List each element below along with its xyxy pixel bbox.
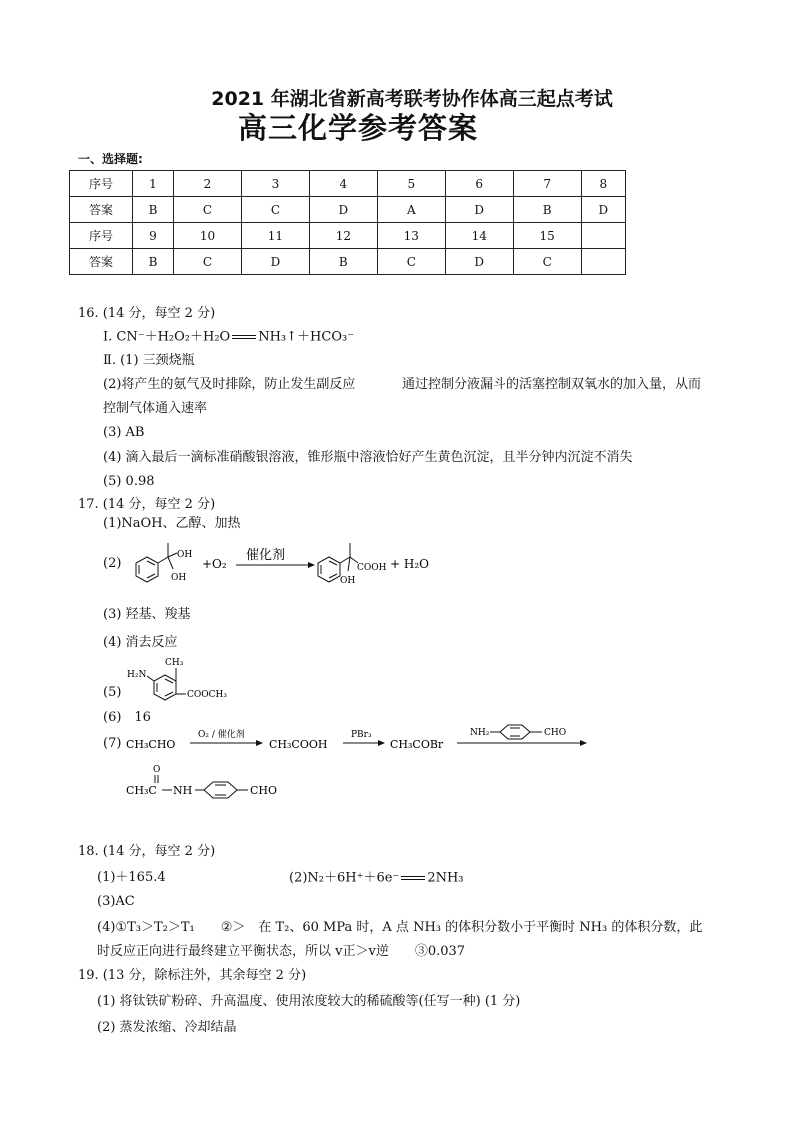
q17-part3: (3) 羟基、羧基 — [103, 607, 191, 622]
q17-part7-label: (7) — [103, 736, 122, 751]
table-cell: 8 — [581, 171, 625, 197]
condition-pbr3: PBr₃ — [351, 730, 372, 740]
table-cell: B — [133, 249, 174, 275]
table-cell: 14 — [445, 223, 513, 249]
q16-part2-2a: (2)将产生的氨气及时排除，防止发生副反应 — [103, 377, 356, 392]
cooh-label: COOH — [357, 563, 387, 573]
q16-header: 16. (14 分，每空 2 分) — [78, 306, 216, 321]
q19-header: 19. (13 分，除标注外，其余每空 2 分) — [78, 968, 307, 983]
q16-part2-5: (5) 0.98 — [103, 474, 155, 489]
table-cell: 13 — [377, 223, 445, 249]
oh-label: OH — [171, 573, 187, 583]
cooch3-label: COOCH₃ — [187, 690, 227, 700]
table-row — [70, 249, 626, 275]
q16-eq-right: NH₃↑＋HCO₃⁻ — [258, 329, 355, 345]
benzene-ring-icon — [318, 557, 340, 582]
q18-part1: (1)＋165.4 — [97, 870, 166, 885]
table-cell: 6 — [445, 171, 513, 197]
table-cell: 12 — [309, 223, 377, 249]
table-cell: 10 — [174, 223, 242, 249]
catalyst-label: 催化剂 — [246, 548, 286, 563]
table-cell: 9 — [133, 223, 174, 249]
table-cell: D — [445, 249, 513, 275]
q16-part2-2c: 控制气体通入速率 — [103, 401, 208, 416]
table-cell: 序号 — [70, 171, 133, 197]
ch3-label: CH₃ — [165, 658, 184, 668]
table-cell: D — [309, 197, 377, 223]
table-cell: C — [513, 249, 581, 275]
section-heading-choice: 一、选择题: — [78, 152, 143, 166]
table-row — [70, 223, 626, 249]
oh-label: OH — [177, 550, 193, 560]
ch3cooh-label: CH₃COOH — [269, 738, 328, 751]
table-cell: B — [133, 197, 174, 223]
table-cell: A — [377, 197, 445, 223]
table-cell: 7 — [513, 171, 581, 197]
q18-eq-left: (2)N₂＋6H⁺＋6e⁻ — [289, 870, 400, 886]
double-line-equals-icon — [232, 329, 256, 345]
nh2-label: NH₂ — [470, 728, 490, 738]
benzene-ring-icon — [204, 782, 237, 798]
q18-eq-right: 2NH₃ — [427, 870, 464, 886]
ch3cho-label: CH₃CHO — [126, 738, 176, 751]
q17-synthesis-route — [124, 720, 594, 808]
table-cell: 4 — [309, 171, 377, 197]
q16-eq-left: CN⁻＋H₂O₂＋H₂O — [116, 329, 231, 345]
q19-part1: (1) 将钛铁矿粉碎、升高温度、使用浓度较大的稀硫酸等(任写一种) (1 分) — [97, 994, 521, 1009]
table-cell — [581, 249, 625, 275]
q18-header: 18. (14 分，每空 2 分) — [78, 844, 216, 859]
q19-part2: (2) 蒸发浓缩、冷却结晶 — [97, 1020, 237, 1035]
table-cell: D — [445, 197, 513, 223]
table-cell: 5 — [377, 171, 445, 197]
table-cell — [581, 223, 625, 249]
q16-equation — [103, 329, 354, 346]
table-row — [70, 171, 626, 197]
cho-label: CHO — [250, 784, 278, 797]
double-line-equals-icon — [401, 870, 425, 886]
benzene-ring-icon — [154, 675, 176, 700]
right-arrow-icon — [190, 740, 263, 746]
q16-eq-label: Ⅰ. — [103, 329, 117, 345]
table-cell: 2 — [174, 171, 242, 197]
table-cell: D — [241, 249, 309, 275]
q17-structure-5 — [125, 655, 255, 710]
table-cell: D — [581, 197, 625, 223]
ch3cobr-label: CH₃COBr — [390, 738, 444, 751]
answer-table — [69, 170, 626, 275]
q16-part2-1: Ⅱ. (1) 三颈烧瓶 — [103, 353, 195, 368]
q18-part4a: (4)①T₃＞T₂＞T₁ ②＞ 在 T₂、60 MPa 时，A 点 NH₃ 的体积分数小于平衡时 NH₃ 的体积分数，此 — [97, 920, 703, 935]
o-label: O — [153, 765, 161, 775]
table-cell: C — [174, 197, 242, 223]
answer-key-title: 高三化学参考答案 — [238, 111, 479, 145]
q16-part2-2b: 通过控制分液漏斗的活塞控制双氧水的加入量，从而 — [402, 377, 702, 392]
q17-header: 17. (14 分，每空 2 分) — [78, 497, 216, 512]
table-row — [70, 197, 626, 223]
table-cell: 1 — [133, 171, 174, 197]
table-cell: B — [309, 249, 377, 275]
table-cell: 序号 — [70, 223, 133, 249]
q17-part5-label: (5) — [103, 685, 122, 700]
q17-part1: (1)NaOH、乙醇、加热 — [103, 516, 241, 531]
exam-title: 2021 年湖北省新高考联考协作体高三起点考试 — [211, 88, 613, 110]
q17-reaction-2-diagram — [125, 535, 585, 595]
q16-part2-3: (3) AB — [103, 425, 145, 440]
q17-part4: (4) 消去反应 — [103, 635, 178, 650]
table-cell: 11 — [241, 223, 309, 249]
q18-part4b: 时反应正向进行最终建立平衡状态，所以 v正＞v逆 ③0.037 — [97, 944, 466, 959]
table-cell: 3 — [241, 171, 309, 197]
table-cell: 答案 — [70, 249, 133, 275]
q18-part2 — [289, 870, 464, 887]
table-cell: C — [174, 249, 242, 275]
benzene-ring-icon — [500, 725, 530, 739]
right-arrow-icon — [343, 740, 385, 746]
q18-part3: (3)AC — [97, 894, 135, 909]
right-arrow-icon — [457, 740, 587, 746]
table-cell: C — [377, 249, 445, 275]
table-cell: C — [241, 197, 309, 223]
nh-label: NH — [173, 784, 193, 797]
table-cell: 15 — [513, 223, 581, 249]
q17-part6: (6) 16 — [103, 710, 151, 725]
condition-o2-catalyst: O₂ / 催化剂 — [198, 730, 245, 740]
benzene-ring-icon — [136, 557, 158, 582]
table-cell: B — [513, 197, 581, 223]
oh-label: OH — [340, 576, 356, 586]
h2n-label: H₂N — [127, 670, 147, 680]
ch3c-label: CH₃C — [126, 784, 157, 797]
q17-part2-label: (2) — [103, 556, 122, 571]
table-cell: 答案 — [70, 197, 133, 223]
cho-label: CHO — [544, 728, 567, 738]
o2-reagent: +O₂ — [202, 557, 227, 571]
q16-part2-4: (4) 滴入最后一滴标准硝酸银溶液，锥形瓶中溶液恰好产生黄色沉淀，且半分钟内沉淀不消失 — [103, 450, 633, 465]
h2o-product: + H₂O — [390, 557, 429, 571]
